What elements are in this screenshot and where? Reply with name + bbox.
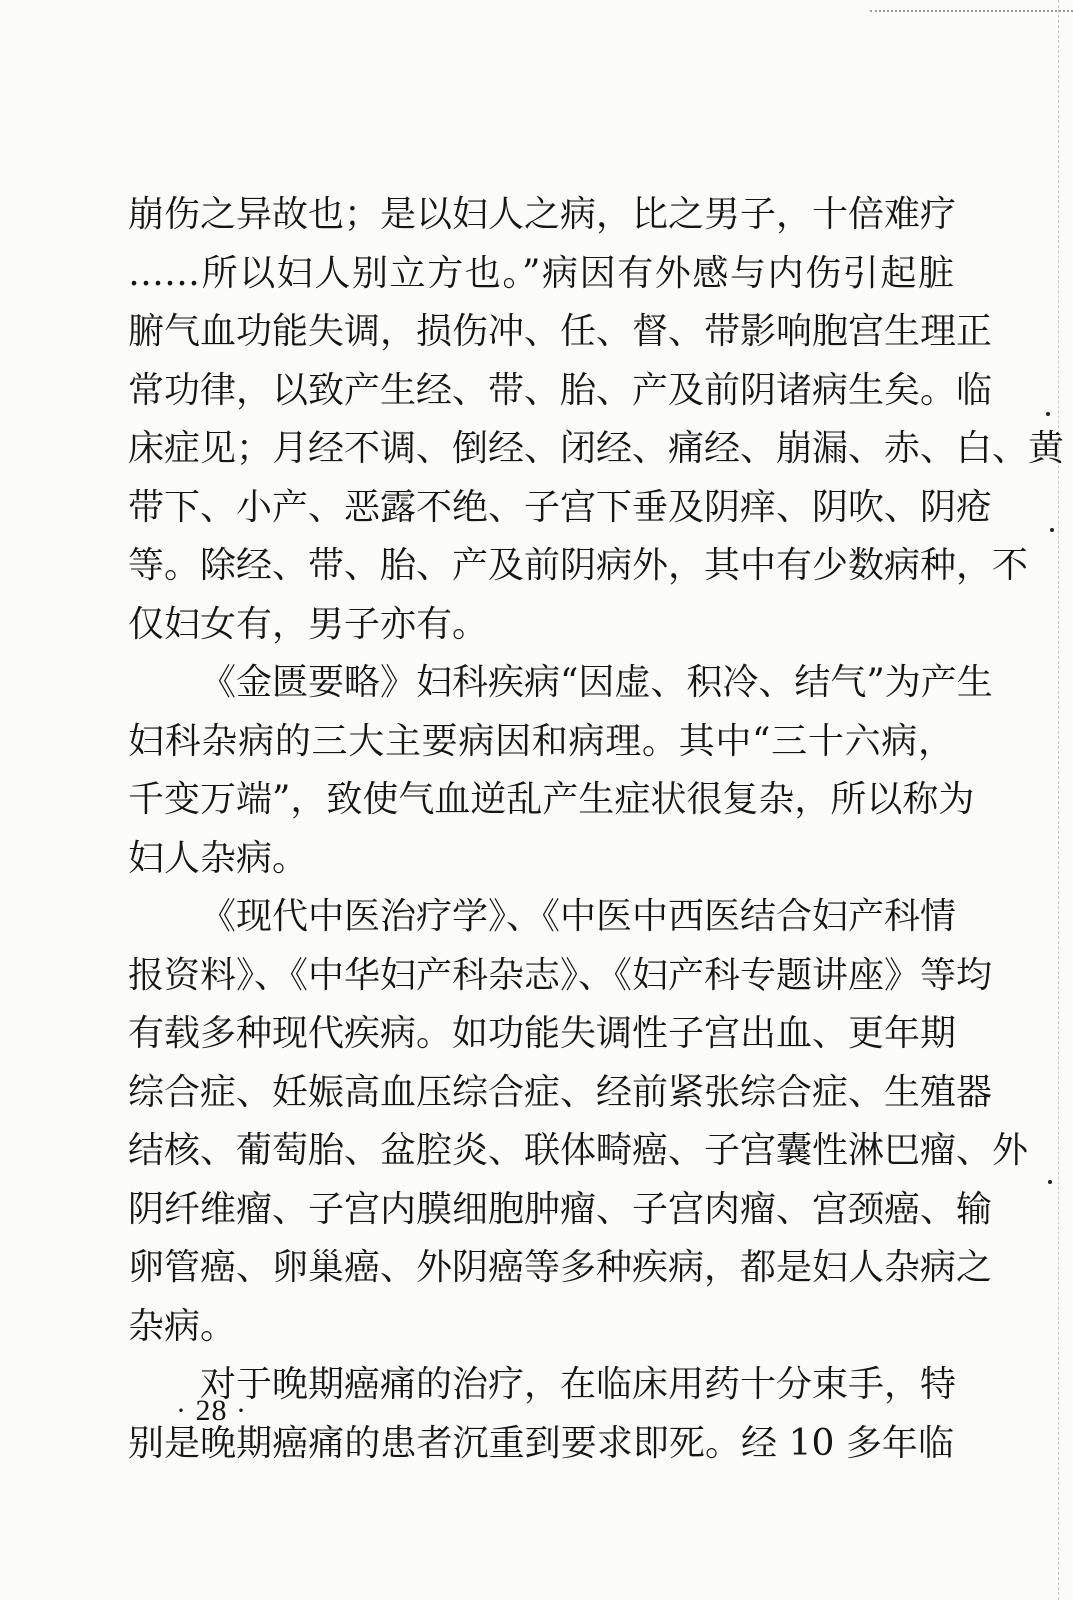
text-line: ……所以妇人别立方也。”病因有外感与内伤引起脏: [128, 252, 954, 294]
text-line: 卵管癌、卵巢癌、外阴癌等多种疾病，都是妇人杂病之: [128, 1247, 993, 1288]
text-line: 妇科杂病的三大主要病因和病理。其中“三十六病，: [128, 720, 954, 762]
text-line: 千变万端”，致使气血逆乱产生症状很复杂，所以称为: [128, 779, 975, 820]
text-line: 常功律，以致产生经、带、胎、产及前阴诸病生矣。临: [128, 369, 993, 411]
text-line: 腑气血功能失调，损伤冲、任、督、带影响胞宫生理正: [128, 311, 993, 352]
text-line: 《金匮要略》妇科疾病“因虚、积冷、结气”为产生: [200, 662, 993, 703]
text-line: 对于晚期癌痛的治疗，在临床用药十分束手，特: [200, 1364, 957, 1405]
text-line: 有载多种现代疾病。如功能失调性子宫出血、更年期: [128, 1013, 957, 1054]
scan-speck: [1050, 528, 1054, 532]
text-line: 仅妇女有，男子亦有。: [128, 603, 489, 645]
text-line: 等。除经、带、胎、产及前阴病外，其中有少数病种，不: [128, 545, 1029, 586]
scan-edge-right: [1058, 0, 1059, 1600]
text-line: 报资料》、《中华妇产科杂志》、《妇产科专题讲座》等均: [128, 954, 993, 996]
scan-speck: [1048, 1180, 1052, 1184]
text-line: 结核、葡萄胎、盆腔炎、联体畸癌、子宫囊性淋巴瘤、外: [128, 1130, 1029, 1171]
text-line: 《现代中医治疗学》、《中医中西医结合妇产科情: [200, 896, 957, 937]
scan-speck: [1046, 412, 1050, 416]
text-line: 阴纤维瘤、子宫内膜细胞肿瘤、子宫肉瘤、宫颈癌、输: [128, 1188, 993, 1230]
text-line: 妇人杂病。: [128, 837, 309, 879]
text-line: 带下、小产、恶露不绝、子宫下垂及阴痒、阴吹、阴疮: [128, 486, 993, 528]
text-line: 杂病。: [128, 1305, 237, 1347]
body-text: [128, 186, 1065, 1473]
text-line: 崩伤之异故也；是以妇人之病，比之男子，十倍难疗: [128, 194, 957, 235]
page-number: · 28 ·: [176, 1394, 247, 1427]
text-line: 别是晚期癌痛的患者沉重到要求即死。经 10 多年临: [128, 1422, 954, 1464]
text-line: 综合症、妊娠高血压综合症、经前紧张综合症、生殖器: [128, 1071, 993, 1113]
scan-edge-top: [870, 10, 1073, 12]
text-line: 床症见；月经不调、倒经、闭经、痛经、崩漏、赤、白、黄: [128, 428, 1065, 469]
